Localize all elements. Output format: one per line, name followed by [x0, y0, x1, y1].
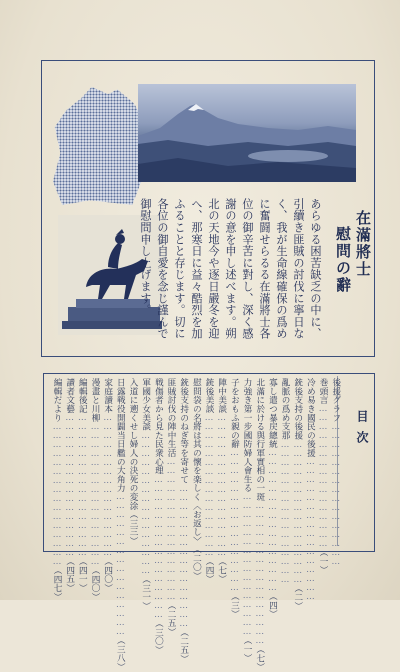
toc-item-title: 陣中美談: [216, 378, 227, 414]
toc-item: [102, 378, 113, 593]
toc-item-page: （二）: [292, 583, 303, 611]
toc-item: [153, 378, 164, 655]
toc-item: [204, 378, 215, 584]
toc-item: [191, 378, 202, 581]
toc-leader-dots: …………………………………………: [77, 413, 88, 558]
toc-leader-dots: …………………………………………: [229, 448, 240, 593]
toc-item: [52, 378, 62, 602]
toc-item-title: 日露戦役開闢当日艦の大角力: [115, 378, 126, 493]
toc-item: [330, 378, 341, 566]
toc-item: [128, 378, 139, 546]
toc-item-page: （三八）: [115, 636, 126, 672]
toc-item: [254, 378, 265, 672]
toc-item-title: 入道に遡くせし婦人の決死の変涂: [128, 378, 139, 510]
toc-item: [178, 378, 189, 663]
toc-item-title: 編輯だより: [52, 378, 62, 422]
toc-leader-dots: …………………………………………: [166, 457, 177, 602]
toc-item-page: （二五）: [178, 627, 189, 663]
toc-leader-dots: …………………………………………: [267, 448, 278, 593]
toc-leader-dots: …………………………………………: [242, 492, 253, 637]
toc-item-page: （四）: [267, 592, 278, 619]
toc-item-page: （三〇）: [153, 618, 164, 655]
toc-item-page: （三一）: [140, 574, 151, 611]
toc-item-page: （四五）: [64, 557, 75, 593]
toc-item-page: （四〇）: [102, 557, 113, 593]
toc-item: [115, 378, 126, 672]
toc-leader-dots: …………………………………………: [292, 439, 303, 584]
toc-item-page: （四一）: [77, 557, 88, 593]
article-body: あらゆる困苦缺乏の中に、引續き匪賊の討伐に寧日なく、我が生命線確保の爲めに奮闘せらるる在滿將士各位の御辛苦に對し、深く感謝の意を申し述べます。朔北の天地今や逐日嚴冬を迎へ、那寒日に益々酷烈を加ふることと存じます。切に各位の御自愛を念じ謹んで御慰問申し上げます。: [139, 198, 322, 340]
toc-item-page: （一）: [242, 636, 253, 663]
toc-item: [229, 378, 240, 619]
toc-item: [77, 378, 88, 593]
toc-item: [140, 378, 151, 611]
toc-leader-dots: …………………………………………: [216, 413, 227, 558]
toc-item: [267, 378, 278, 619]
toc-leader-dots: …………………………………………: [115, 492, 126, 637]
toc-leader-dots: …………………………………………: [90, 422, 101, 566]
toc-item: [305, 378, 316, 602]
toc-leader-dots: …………………………………………: [102, 413, 113, 558]
toc-item-page: （七）: [216, 557, 227, 584]
toc-item: [216, 378, 227, 584]
toc-item-title: 寡し遣つ暴戻總統: [267, 378, 278, 449]
toc-leader-dots: …………………………………………: [280, 439, 291, 584]
toc-item-page: （三）: [229, 592, 240, 619]
toc-item-title: 匪賊討伐の陣中生活: [166, 378, 177, 458]
toc-item-page: （一）: [318, 548, 329, 575]
toc-item-title: 軍國少女美談: [140, 378, 151, 431]
toc-item-title: 巻頭言: [318, 378, 329, 405]
toc-item: [64, 378, 75, 593]
toc-item-title: 子をおもふ親の辭: [229, 378, 240, 449]
toc-item-page: （四〇）: [90, 566, 101, 602]
toc-item-title: 北滿に於ける與行軍實相の一斑: [254, 378, 265, 502]
toc-item-title: 銃後支持の後援: [292, 378, 303, 440]
toc-item-title: 銃後支持のねぎ等を寄せて: [178, 378, 189, 484]
toc-item: [90, 378, 101, 602]
toc-heading: 目次: [355, 410, 369, 452]
toc-item-page: （二五）: [166, 601, 177, 637]
toc-item-title: 編輯後記: [77, 378, 88, 414]
toc-item-title: 慰問袋の名將は其の懷を楽しく〈お返し〉: [191, 378, 202, 546]
toc-item-page: （四七）: [52, 566, 62, 602]
toc-leader-dots: …………………………………………: [140, 430, 151, 575]
toc-item-page: （七）: [254, 645, 265, 672]
article-title-line-1: 在滿將士: [354, 210, 372, 278]
toc-item: [292, 378, 303, 611]
toc-leader-dots: …………………………………………: [153, 474, 164, 619]
toc-item-title: 亂脈の爲め支那: [280, 378, 291, 440]
toc-leader-dots: …………………………………………: [178, 483, 189, 628]
toc-list: [52, 378, 341, 672]
toc-item-title: 力強き第一步國防婦人會生る: [242, 378, 253, 493]
toc-item-title: 漫畫と川柳: [90, 378, 101, 422]
toc-item: [166, 378, 177, 637]
toc-item: [242, 378, 253, 663]
article-title-line-2: 慰問の辭: [334, 226, 352, 294]
mountain-landscape-photo: [138, 84, 356, 182]
toc-item-title: 冷め易き國民の後援: [305, 378, 316, 458]
toc-item-title: 銃後美談: [204, 378, 215, 414]
toc-item-page: （三三）: [128, 510, 139, 546]
toc-leader-dots: …………………………………………: [52, 422, 62, 566]
toc-leader-dots: …………………………………………: [305, 457, 316, 602]
toc-leader-dots: …………………………………………: [318, 404, 329, 549]
toc-item: [318, 378, 329, 575]
toc-item-title: 家庭讀本: [102, 378, 113, 414]
toc-item-title: 讀者文藝: [64, 378, 75, 414]
toc-leader-dots: …………………………………………: [330, 422, 341, 566]
toc-item: [280, 378, 291, 584]
toc-leader-dots: …………………………………………: [204, 413, 215, 558]
toc-leader-dots: …………………………………………: [254, 501, 265, 646]
toc-item-title: 後援グラフ: [330, 378, 341, 422]
toc-item-page: （四）: [204, 557, 215, 584]
toc-item-title: 戦傷者から見た民衆心理: [153, 378, 164, 475]
toc-item-page: （二〇）: [191, 545, 202, 581]
toc-leader-dots: …………………………………………: [64, 413, 75, 558]
